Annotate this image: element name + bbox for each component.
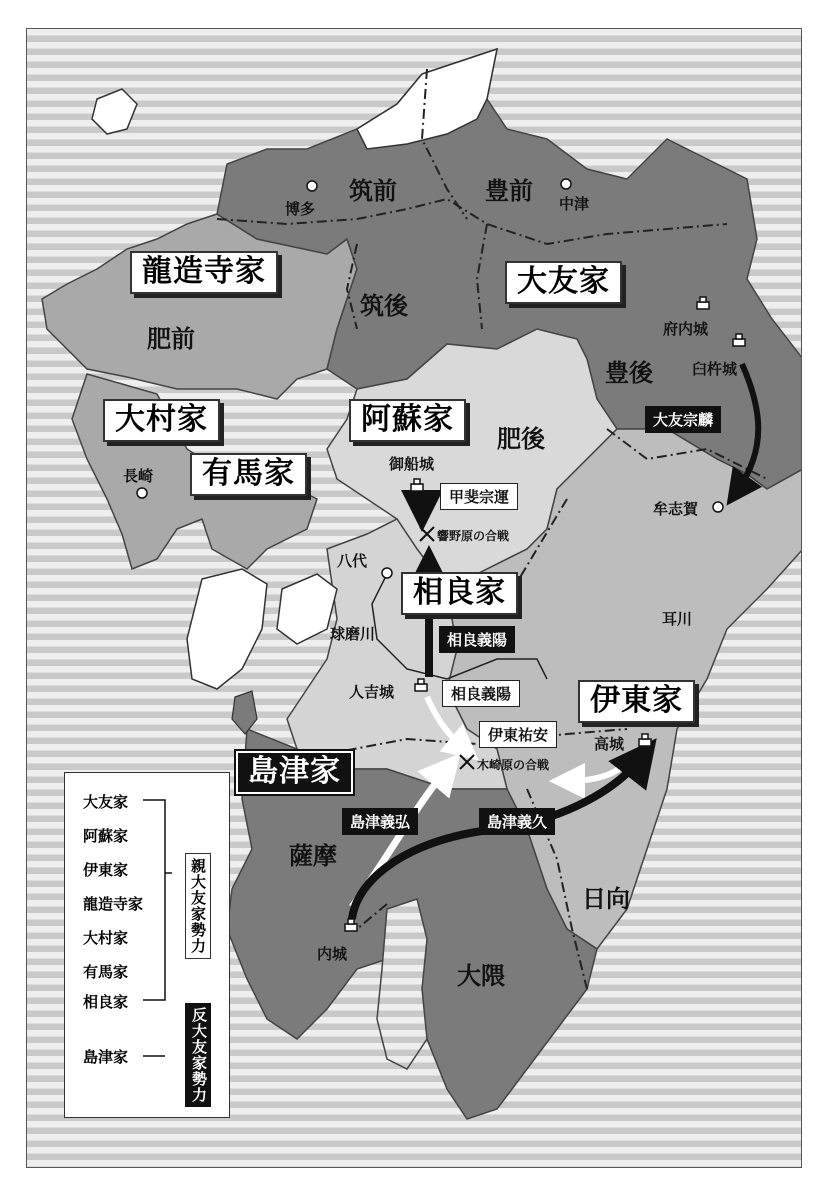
map-frame <box>26 28 802 1168</box>
commander-yoshihiro: 島津義弘 <box>342 808 418 835</box>
battle-hibikino-label: 響野原の合戦 <box>437 529 510 543</box>
place-hakata: 博多 <box>285 200 316 218</box>
place-mushika: 牟志賀 <box>653 500 699 518</box>
clan-shimazu: 島津家 <box>236 751 353 794</box>
clan-arima: 有馬家 <box>190 453 307 496</box>
province-chikuzen: 筑前 <box>349 177 397 205</box>
legend-item: 大村家 <box>83 929 129 947</box>
place-yatsushiro: 八代 <box>337 552 368 570</box>
legend-item: 阿蘇家 <box>83 827 129 845</box>
province-satsuma: 薩摩 <box>289 842 337 870</box>
province-bungo: 豊後 <box>605 359 653 387</box>
commander-suketaka: 伊東祐安 <box>479 721 557 748</box>
commander-sagara-1: 相良義陽 <box>439 626 515 653</box>
legend-item: 伊東家 <box>83 861 129 879</box>
place-mifune: 御船城 <box>389 455 435 473</box>
yatsushiro-marker <box>382 568 392 578</box>
commander-sagara-2: 相良義陽 <box>442 680 520 707</box>
commander-soun: 甲斐宗運 <box>440 483 518 510</box>
clan-sagara: 相良家 <box>401 572 518 615</box>
place-uchijo: 内城 <box>317 945 348 963</box>
legend-item: 大友家 <box>83 793 129 811</box>
nakatsu-marker <box>561 179 571 189</box>
place-kumagawa: 球磨川 <box>330 625 376 643</box>
place-takajo: 高城 <box>594 735 625 753</box>
legend-pro-otomo: 親大友家勢力 <box>185 853 211 959</box>
battle-kizakibaru-label: 木崎原の合戦 <box>477 758 550 772</box>
nagasaki-marker <box>137 488 147 498</box>
legend <box>64 772 230 1118</box>
province-hizen: 肥前 <box>147 325 195 353</box>
province-buzen: 豊前 <box>485 177 533 205</box>
clan-ito: 伊東家 <box>578 680 695 723</box>
province-hyuga: 日向 <box>582 885 630 913</box>
commander-yoshihisa: 島津義久 <box>479 808 555 835</box>
place-nakatsu: 中津 <box>559 195 590 213</box>
legend-anti-otomo: 反大友家勢力 <box>185 1003 211 1107</box>
legend-item: 相良家 <box>83 993 129 1011</box>
clan-aso: 阿蘇家 <box>349 399 466 442</box>
legend-item: 有馬家 <box>83 963 129 981</box>
legend-item: 龍造寺家 <box>83 895 144 913</box>
clan-otomo: 大友家 <box>505 261 622 304</box>
place-nagasaki: 長崎 <box>123 467 154 485</box>
legend-item: 島津家 <box>83 1048 129 1066</box>
commander-sorin: 大友宗麟 <box>645 406 721 433</box>
place-usuki: 臼杵城 <box>692 360 738 378</box>
place-funai: 府内城 <box>663 320 709 338</box>
clan-omura: 大村家 <box>103 399 220 442</box>
mushika-marker <box>713 502 723 512</box>
hakata-marker <box>307 181 317 191</box>
province-higo: 肥後 <box>497 425 545 453</box>
province-osumi: 大隈 <box>457 962 505 990</box>
place-hitoyoshi: 人吉城 <box>349 683 395 701</box>
province-chikugo: 筑後 <box>360 292 408 320</box>
place-mimikawa: 耳川 <box>662 610 693 628</box>
clan-ryuzoji: 龍造寺家 <box>130 251 278 294</box>
